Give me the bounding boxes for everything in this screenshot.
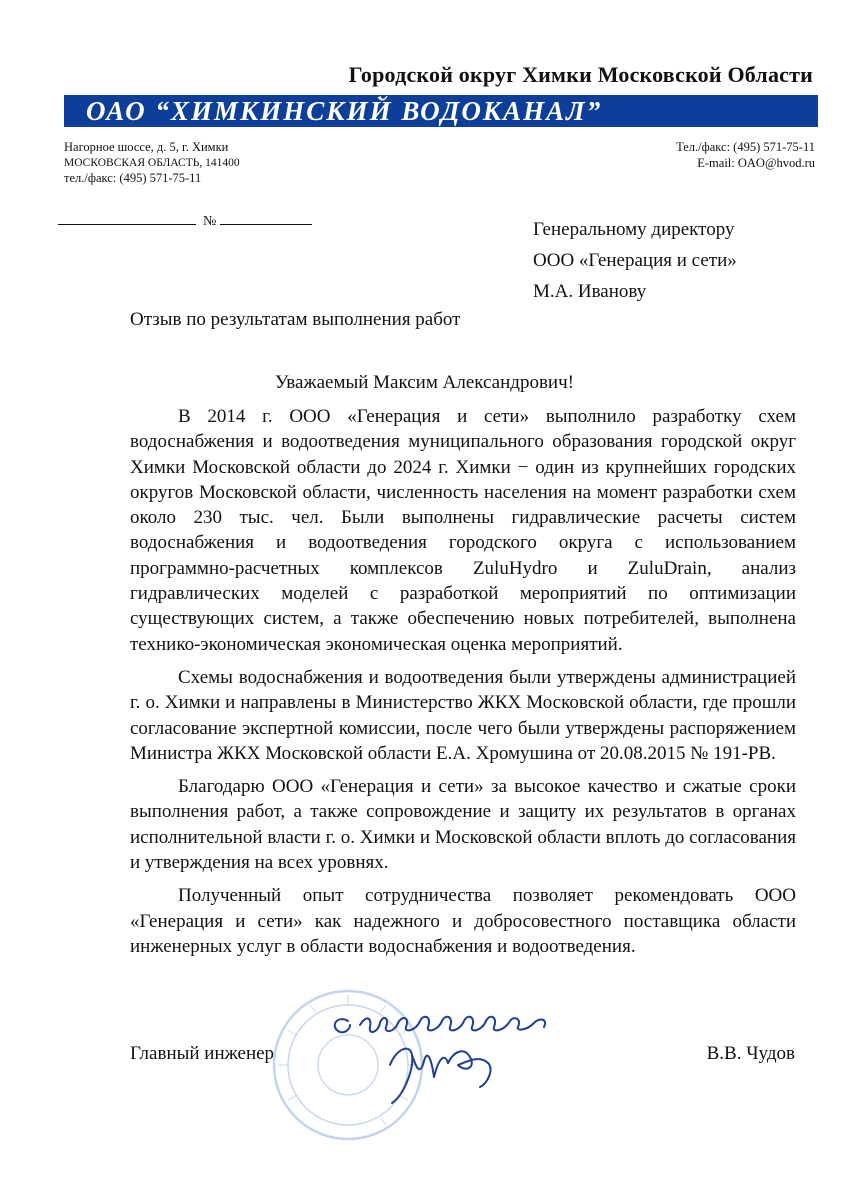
company-banner bbox=[64, 95, 818, 127]
address-line: Нагорное шоссе, д. 5, г. Химки bbox=[64, 140, 229, 154]
paragraph: Схемы водоснабжения и водоотведения были утверждены администрацией г. о. Химки и направлены в Министерство ЖКХ Московской области, где прошли согласование экспертной комиссии, после чего были утверждены распоряжением Министра ЖКХ Московской области Е.А. Хромушина от 20.08.2015 № 191-РВ. bbox=[130, 666, 796, 764]
signer-name: В.В. Чудов bbox=[706, 1043, 795, 1064]
recipient-block bbox=[533, 214, 737, 307]
paragraph: Полученный опыт сотрудничества позволяет рекомендовать ООО «Генерация и сети» как надежного и добросовестного поставщика области инженерных услуг в области водоснабжения и водоотведения. bbox=[130, 885, 796, 957]
signer-position: Главный инженер bbox=[130, 1043, 275, 1064]
handwritten-signature-icon bbox=[320, 1003, 580, 1113]
greeting: Уважаемый Максим Александрович! bbox=[275, 372, 574, 393]
company-contacts bbox=[676, 140, 815, 171]
address-line: МОСКОВСКАЯ ОБЛАСТЬ, 141400 bbox=[64, 156, 240, 169]
company-address bbox=[64, 140, 240, 187]
number-blank bbox=[220, 212, 312, 225]
recipient-position: Генеральному директору bbox=[533, 219, 735, 240]
paragraph: Благодарю ООО «Генерация и сети» за высокое качество и сжатые сроки выполнения работ, а также сопровождение и защиту их результатов в органах исполнительной власти г. о. Химки и Московской области вплоть до согласования и утверждения на всех уровнях. bbox=[130, 776, 796, 874]
letter-subject: Отзыв по результатам выполнения работ bbox=[130, 309, 461, 330]
outgoing-number bbox=[58, 212, 312, 230]
company-name: ОАО “ХИМКИНСКИЙ ВОДОКАНАЛ” bbox=[86, 96, 603, 126]
paragraph: В 2014 г. ООО «Генерация и сети» выполнило разработку схем водоснабжения и водоотведения муниципального образования городской округ Химки Московской области до 2024 г. Химки − один из крупнейших городских округов Московской области, численность населения на момент разработки схем около 230 тыс. чел. Были выполнены гидравлические расчеты систем водоснабжения и водоотведения городского округа с использованием программно-расчетных комплексов ZuluHydro и ZuluDrain, анализ гидравлических моделей с разработкой мероприятий по оптимизации существующих систем, а также обеспечению новых потребителей, выполнена технико-экономическая экономическая оценка мероприятий. bbox=[130, 406, 796, 655]
phone-fax: Тел./факс: (495) 571-75-11 bbox=[676, 140, 815, 154]
date-blank bbox=[58, 212, 196, 225]
region-title: Городской округ Химки Московской Области bbox=[348, 62, 813, 87]
letter-body bbox=[130, 404, 796, 967]
number-sign: № bbox=[203, 214, 217, 229]
recipient-name: М.А. Иванову bbox=[533, 281, 647, 302]
recipient-company: ООО «Генерация и сети» bbox=[533, 250, 737, 271]
email: E-mail: OAO@hvod.ru bbox=[697, 155, 815, 170]
address-line: тел./факс: (495) 571-75-11 bbox=[64, 171, 202, 185]
